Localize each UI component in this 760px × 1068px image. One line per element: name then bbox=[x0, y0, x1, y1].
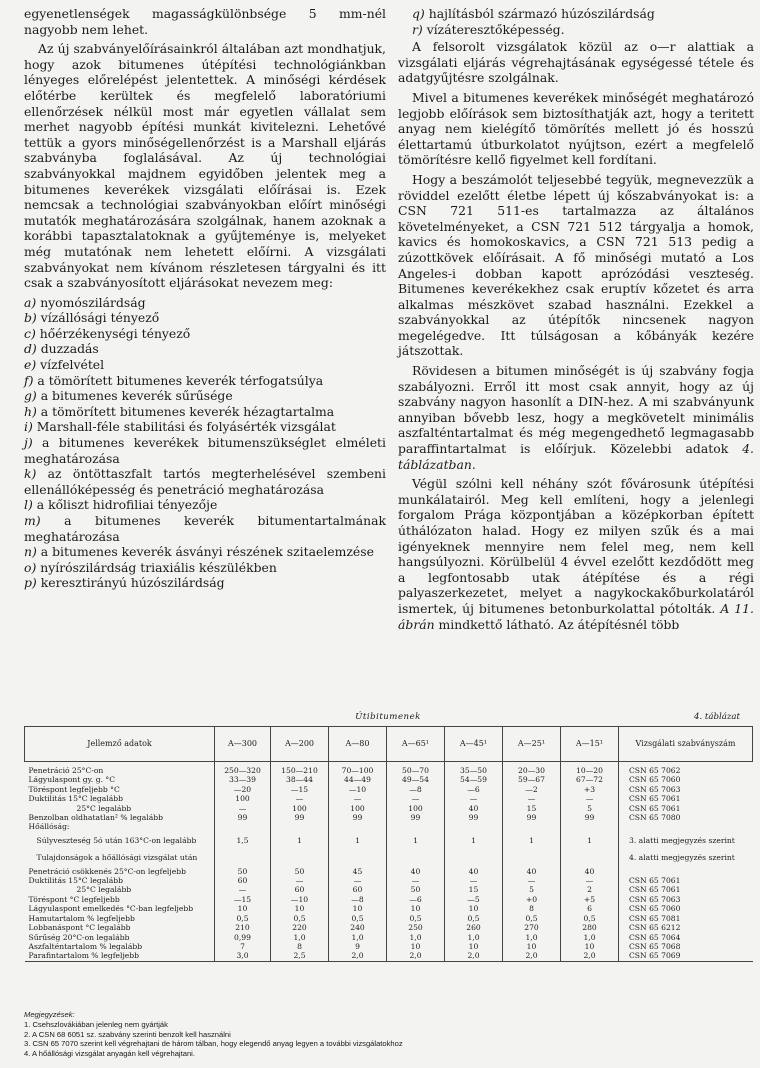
row-label: Tulajdonságok a hőállósági vizsgálat után bbox=[36, 853, 198, 863]
table-cell: 260 bbox=[445, 923, 503, 932]
table-cell: 38—44 bbox=[271, 775, 329, 784]
table-number: 4. táblázat bbox=[694, 712, 740, 722]
row-label: Aszfalténtartalom % legalább bbox=[28, 941, 143, 951]
table-row bbox=[25, 867, 753, 876]
standard-number: CSN 65 7062 bbox=[619, 762, 753, 776]
table-cell: 1 bbox=[387, 832, 445, 849]
table-cell: — bbox=[445, 794, 503, 803]
table-cell: — bbox=[329, 876, 387, 885]
table-cell: 0,5 bbox=[445, 914, 503, 923]
column-header: A—300 bbox=[215, 727, 271, 762]
column-header: A—45¹ bbox=[445, 727, 503, 762]
table-row bbox=[25, 951, 753, 961]
table-notes bbox=[24, 1010, 744, 1059]
row-label: Duktilitás 15°C legalább bbox=[28, 794, 123, 804]
table-cell: 280 bbox=[561, 923, 619, 932]
table-cell: 8 bbox=[271, 942, 329, 951]
table-row bbox=[25, 804, 753, 813]
row-label: Penetráció 25°C-on bbox=[28, 766, 104, 775]
table-cell: 1,0 bbox=[561, 933, 619, 942]
standard-number: CSN 65 7061 bbox=[619, 885, 753, 894]
table-row bbox=[25, 885, 753, 894]
standard-number: CSN 65 6212 bbox=[619, 923, 753, 932]
row-label: Duktilitás 15°C legalább bbox=[28, 876, 123, 886]
table-row bbox=[25, 895, 753, 904]
standard-number bbox=[619, 867, 753, 876]
table-cell: — bbox=[387, 876, 445, 885]
table-cell: 250—320 bbox=[215, 762, 271, 776]
table-cell: — bbox=[561, 794, 619, 803]
table-cell: 270 bbox=[503, 923, 561, 932]
table-cell: 150—210 bbox=[271, 762, 329, 776]
column-header: A—25¹ bbox=[503, 727, 561, 762]
notes-title: Megjegyzések: bbox=[24, 1010, 75, 1019]
table-cell: 10 bbox=[561, 942, 619, 951]
table-cell: 67—72 bbox=[561, 775, 619, 784]
table-cell: 70—100 bbox=[329, 762, 387, 776]
table-cell bbox=[561, 822, 619, 831]
table-cell: 0,99 bbox=[215, 933, 271, 942]
table-cell: 40 bbox=[503, 867, 561, 876]
table-cell: 0,5 bbox=[329, 914, 387, 923]
table-cell: —8 bbox=[387, 785, 445, 794]
list-item: c) hőérzékenységi tényező bbox=[24, 325, 191, 341]
row-label: Penetráció csökkenés 25°C-on legfeljebb bbox=[28, 866, 186, 876]
table-title: Útibitumenek bbox=[355, 712, 421, 722]
note-item: 1. Csehszlovákiában jelenleg nem gyártják bbox=[24, 1019, 168, 1029]
table-cell: 2,5 bbox=[271, 951, 329, 961]
row-label: Súlyveszteség 5ó után 163°C-on legalább bbox=[36, 835, 197, 845]
table-cell: 100 bbox=[329, 804, 387, 813]
standard-number: CSN 65 7064 bbox=[619, 933, 753, 942]
list-item: q) hajlításból származó húzószilárdság bbox=[412, 6, 655, 21]
row-label: Lágyulaspont gy. g. °C bbox=[28, 775, 116, 785]
column-header: A—15¹ bbox=[561, 727, 619, 762]
table-cell: —5 bbox=[445, 895, 503, 904]
table-cell bbox=[215, 822, 271, 831]
table-cell: 10 bbox=[387, 942, 445, 951]
table-cell: 99 bbox=[329, 813, 387, 822]
standard-number: CSN 65 7063 bbox=[619, 785, 753, 794]
table-cell bbox=[503, 822, 561, 831]
table-cell: 20—30 bbox=[503, 762, 561, 776]
table-cell: —2 bbox=[503, 785, 561, 794]
table-cell: 10 bbox=[215, 904, 271, 913]
paragraph: Hogy a beszámolót teljesebbé tegyük, megnevezzük a röviddel ezelőtt életbe lépett új kőszabványokat is: a CSN 721 511-es tartalmazza az általános követelményeket, a CSN 721 512 tárgyalja a homok, kavics és homokoskavics, a CSN 721 513 pedig a zúzottkövek előírásait. A fő minőségi mutató a Los Angeles-i dobban kapott aprózódási veszteség. Bitumenes keverékekhez csak eruptív kőzetet és arra alkalmas mészkövet szabad használni. Ezekkel a szabványokkal az útépítők nincsenek nagyon megelégedve. Itt túlságosan a kőbányák kezére játszottak. bbox=[398, 171, 754, 359]
row-label: Hamutartalom % legfeljebb bbox=[28, 913, 135, 923]
list-item: g) a bitumenes keverék sűrűsége bbox=[24, 388, 233, 404]
table-cell: 40 bbox=[561, 867, 619, 876]
table-cell: 44—49 bbox=[329, 775, 387, 784]
table-cell: 15 bbox=[445, 885, 503, 894]
table-cell: +0 bbox=[503, 895, 561, 904]
table-cell: 35—50 bbox=[445, 762, 503, 776]
table-cell: 99 bbox=[271, 813, 329, 822]
standard-number: CSN 65 7069 bbox=[619, 951, 753, 961]
table-caption bbox=[24, 712, 752, 726]
column-header: A—65¹ bbox=[387, 727, 445, 762]
list-item: e) vízfelvétel bbox=[24, 357, 105, 373]
table-cell: 45 bbox=[329, 867, 387, 876]
table-cell: 33—39 bbox=[215, 775, 271, 784]
table-cell: 1,0 bbox=[329, 933, 387, 942]
row-label: Sűrűség 20°C-on legalább bbox=[28, 932, 130, 942]
table-cell: 0,5 bbox=[387, 914, 445, 923]
standard-number: CSN 65 7061 bbox=[619, 876, 753, 885]
table-cell bbox=[561, 849, 619, 866]
table-row bbox=[25, 849, 753, 866]
table-cell: 10 bbox=[445, 942, 503, 951]
table-cell: 1,5 bbox=[215, 832, 271, 849]
data-table bbox=[24, 726, 753, 962]
table-cell: —6 bbox=[445, 785, 503, 794]
table-cell: — bbox=[271, 794, 329, 803]
table-cell: 9 bbox=[329, 942, 387, 951]
table-row bbox=[25, 822, 753, 831]
table-cell: 10 bbox=[503, 942, 561, 951]
table-cell: 10 bbox=[387, 904, 445, 913]
note-item: 4. A hőállósági vizsgálat anyagán kell végrehajtani. bbox=[24, 1049, 195, 1059]
paragraph: Végül szólni kell néhány szót fővárosunk útépítési munkálatairól. Meg kell említeni, hogy a jelenlegi forgalom Prága központjában a középkorban épített úthálózaton halad. Hogy ez milyen szűk és a mai igényeknek mennyire nem felel meg, nem kell hangsúlyozni. Körülbelül 4 évvel ezelőtt kezdődött meg a legfontosabb utak átépítése és a régi palyaszerkezetet, melyet a nagykockakőburkolatáról ismertek, új bitumenes betonburkolattal pótolták. A 11. ábrán mindkettő látható. Az átépítésnél több bbox=[398, 476, 754, 632]
table-cell: 40 bbox=[445, 804, 503, 813]
table-row bbox=[25, 914, 753, 923]
table-cell: 1,0 bbox=[387, 933, 445, 942]
row-label: Töréspont °C legfeljebb bbox=[28, 894, 120, 904]
list-item: l) a kőliszt hidrofiliai tényezője bbox=[24, 497, 218, 513]
column-header: Jellemző adatok bbox=[25, 727, 215, 762]
list-item: a) nyomószilárdság bbox=[24, 294, 146, 310]
table-cell: 2,0 bbox=[329, 951, 387, 961]
table-cell: 2,0 bbox=[445, 951, 503, 961]
table-body bbox=[25, 762, 753, 962]
table-cell: — bbox=[387, 794, 445, 803]
table-cell: +3 bbox=[561, 785, 619, 794]
table-cell: 7 bbox=[215, 942, 271, 951]
table-cell: 240 bbox=[329, 923, 387, 932]
table-cell: 99 bbox=[445, 813, 503, 822]
row-label: Parafintartalom % legfeljebb bbox=[28, 951, 140, 961]
row-label: Hőállóság: bbox=[28, 822, 70, 832]
table-row bbox=[25, 904, 753, 913]
table-cell: —15 bbox=[215, 895, 271, 904]
list-item: d) duzzadás bbox=[24, 341, 99, 357]
table-cell: 15 bbox=[503, 804, 561, 813]
paragraph: A felsorolt vizsgálatok közül az o—r alattiak a vizsgálati eljárás végrehajtásának egységessé tétele és adatgyűjtésre szolgálnak. bbox=[398, 39, 754, 86]
table-cell: 8 bbox=[503, 904, 561, 913]
table-cell: — bbox=[503, 876, 561, 885]
table-row bbox=[25, 832, 753, 849]
table-cell: 60 bbox=[215, 876, 271, 885]
table-cell bbox=[387, 822, 445, 831]
table-cell: 0,5 bbox=[503, 914, 561, 923]
row-label: Töréspont legfeljebb °C bbox=[28, 784, 120, 794]
table-cell: — bbox=[215, 804, 271, 813]
table-cell bbox=[503, 849, 561, 866]
left-column bbox=[24, 6, 386, 593]
table-cell bbox=[271, 849, 329, 866]
table-cell: 3,0 bbox=[215, 951, 271, 961]
table-row bbox=[25, 785, 753, 794]
standard-number: CSN 65 7080 bbox=[619, 813, 753, 822]
row-label: 25°C legalább bbox=[76, 885, 132, 895]
list-item: m) a bitumenes keverék bitumentartalmának meghatározása bbox=[24, 513, 386, 544]
table-row bbox=[25, 813, 753, 822]
table-cell: 10—20 bbox=[561, 762, 619, 776]
table-cell bbox=[271, 822, 329, 831]
table-cell: 1,0 bbox=[503, 933, 561, 942]
list-item: b) vízállósági tényező bbox=[24, 310, 160, 326]
bitumen-table bbox=[24, 712, 752, 962]
table-cell: —20 bbox=[215, 785, 271, 794]
standard-number bbox=[619, 822, 753, 831]
standard-number: 3. alatti megjegyzés szerint bbox=[619, 832, 753, 849]
table-cell bbox=[387, 849, 445, 866]
table-cell: 0,5 bbox=[561, 914, 619, 923]
table-cell bbox=[329, 822, 387, 831]
table-cell: 220 bbox=[271, 923, 329, 932]
table-cell: 10 bbox=[445, 904, 503, 913]
table-cell: 59—67 bbox=[503, 775, 561, 784]
table-cell: — bbox=[329, 794, 387, 803]
table-cell: 1 bbox=[271, 832, 329, 849]
table-cell: 50 bbox=[215, 867, 271, 876]
table-cell bbox=[329, 849, 387, 866]
table-cell: —8 bbox=[329, 895, 387, 904]
table-cell: 1 bbox=[503, 832, 561, 849]
list-item: p) keresztirányú húzószilárdság bbox=[24, 575, 225, 591]
right-column bbox=[398, 6, 754, 636]
standard-number: CSN 65 7061 bbox=[619, 794, 753, 803]
test-method-list-continued bbox=[398, 6, 754, 37]
table-cell: 100 bbox=[271, 804, 329, 813]
table-cell: — bbox=[271, 876, 329, 885]
table-cell: 2 bbox=[561, 885, 619, 894]
table-cell: 60 bbox=[271, 885, 329, 894]
table-cell bbox=[215, 849, 271, 866]
list-item: j) a bitumenes keverékek bitumenszükséglet elméleti meghatározása bbox=[24, 435, 386, 466]
table-cell: 2,0 bbox=[503, 951, 561, 961]
table-cell: 50—70 bbox=[387, 762, 445, 776]
table-cell: +5 bbox=[561, 895, 619, 904]
table-cell: 10 bbox=[329, 904, 387, 913]
row-label: Benzolban oldhatatlan² % legalább bbox=[28, 813, 163, 823]
table-cell: 99 bbox=[561, 813, 619, 822]
table-cell: 40 bbox=[445, 867, 503, 876]
list-item: i) Marshall-féle stabilitási és folyásérték vizsgálat bbox=[24, 419, 336, 435]
table-cell: 99 bbox=[387, 813, 445, 822]
column-header: A—200 bbox=[271, 727, 329, 762]
table-cell: — bbox=[215, 885, 271, 894]
table-cell: 99 bbox=[503, 813, 561, 822]
table-cell: — bbox=[445, 876, 503, 885]
table-cell bbox=[445, 849, 503, 866]
table-cell bbox=[445, 822, 503, 831]
table-row bbox=[25, 876, 753, 885]
list-item: n) a bitumenes keverék ásványi részének szitaelemzése bbox=[24, 544, 374, 560]
paragraph: Mivel a bitumenes keverékek minőségét meghatározó legjobb előírások sem biztosíthatják azt, hogy a teritett anyag nem kielégítő tömörítés mellett jó és hosszú élettartamú útburkolatot nyújtson, ezért a megfelelő tömörítésre kellő figyelmet kell fordítani. bbox=[398, 89, 754, 168]
note-item: 2. A CSN 68 6051 sz. szabvány szerinti benzolt kell használni bbox=[24, 1029, 231, 1039]
table-cell: 250 bbox=[387, 923, 445, 932]
table-cell: — bbox=[503, 794, 561, 803]
table-cell: 50 bbox=[387, 885, 445, 894]
paragraph: Az új szabványelőírásainkról általában azt mondhatjuk, hogy azok bitumenes útépítési technológiánkban lényeges előrelépést jelentettek. A minőségi kérdések előtérbe kerültek és megfelelő laboratóriumi ellenőrzések nélkül most már egyetlen vállalat sem merhet nagyobb építési munkát kivitelezni. Lehetővé tettük a gyors minőségellenőrzést is a Marshall eljárás szabványba foglalásával. Az új technológiai szabványokkal majdnem egyidőben jelentek meg a bitumenes keverékek vizsgálati előírásai is. Ezek nemcsak a technológiai szabványokban előírt minőségi mutatók meghatározására szolgálnak, hanem azoknak a korábbi tapasztalatoknak a gyűjteménye is, melyeket még mutatónak nem lehetett előírni. A vizsgálati szabványokat nem kívánom részletesen tárgyalni és itt csak a szabványosított eljárásokat nevezem meg: bbox=[24, 41, 386, 291]
paragraph: egyenetlenségek magasságkülönbsége 5 mm-nél nagyobb nem lehet. bbox=[24, 6, 386, 37]
figure-reference: A 11. ábrán bbox=[398, 600, 754, 632]
paragraph: Rövidesen a bitumen minőségét is új szabvány fogja szabályozni. Erről itt most csak annyit, hogy az új szabvány nagyon hasonlít a DIN-hez. A mi szabványunk annyiban bővebb lesz, hogy a megkövetelt minimális aszfalténtartalmat és még megengedhető legmagasabb paraffintartalmat is előírjuk. Közelebbi adatok 4. táblázatban. bbox=[398, 363, 754, 472]
table-cell: 2,0 bbox=[561, 951, 619, 961]
table-cell: 10 bbox=[271, 904, 329, 913]
test-method-list bbox=[24, 295, 386, 591]
table-row bbox=[25, 762, 753, 776]
table-cell: 50 bbox=[271, 867, 329, 876]
table-header-row bbox=[25, 727, 753, 762]
standard-number: CSN 65 7081 bbox=[619, 914, 753, 923]
table-row bbox=[25, 923, 753, 932]
table-cell: 0,5 bbox=[271, 914, 329, 923]
table-cell: 54—59 bbox=[445, 775, 503, 784]
standard-number: 4. alatti megjegyzés szerint bbox=[619, 849, 753, 866]
table-cell: 60 bbox=[329, 885, 387, 894]
table-cell: 100 bbox=[387, 804, 445, 813]
table-cell: 210 bbox=[215, 923, 271, 932]
table-cell: 2,0 bbox=[387, 951, 445, 961]
table-reference: 4. táblázatban. bbox=[398, 441, 754, 472]
table-cell: 1 bbox=[561, 832, 619, 849]
table-cell: —10 bbox=[271, 895, 329, 904]
list-item: r) vízáteresztőképesség. bbox=[412, 21, 565, 37]
note-item: 3. CSN 65 7070 szerint kell végrehajtani de három tálban, hogy elegendő anyag legyen a további vizsgálatokhoz bbox=[24, 1039, 403, 1049]
standard-number: CSN 65 7068 bbox=[619, 942, 753, 951]
table-cell: 100 bbox=[215, 794, 271, 803]
table-cell: 5 bbox=[503, 885, 561, 894]
table-row bbox=[25, 775, 753, 784]
table-cell: 1,0 bbox=[445, 933, 503, 942]
row-label: Lágyulaspont emelkedés °C-ban legfeljebb bbox=[28, 904, 194, 914]
list-item: k) az öntöttaszfalt tartós megterhelésével szembeni ellenállóképesség és penetráció meghatározása bbox=[24, 466, 386, 497]
table-cell: 40 bbox=[387, 867, 445, 876]
table-cell: 5 bbox=[561, 804, 619, 813]
standard-number: CSN 65 7060 bbox=[619, 775, 753, 784]
column-header: Vizsgálati szabványszám bbox=[619, 727, 753, 762]
table-cell: 1 bbox=[445, 832, 503, 849]
row-label: Lobbanáspont °C legalább bbox=[28, 923, 131, 933]
list-item: o) nyírószilárdság triaxiális készülékben bbox=[24, 559, 277, 575]
row-label: 25°C legalább bbox=[76, 803, 132, 813]
table-cell: — bbox=[561, 876, 619, 885]
table-row bbox=[25, 933, 753, 942]
standard-number: CSN 65 7060 bbox=[619, 904, 753, 913]
table-cell: —15 bbox=[271, 785, 329, 794]
table-cell: 99 bbox=[215, 813, 271, 822]
table-cell: —10 bbox=[329, 785, 387, 794]
table-cell: 1,0 bbox=[271, 933, 329, 942]
standard-number: CSN 65 7063 bbox=[619, 895, 753, 904]
column-header: A—80 bbox=[329, 727, 387, 762]
table-cell: —6 bbox=[387, 895, 445, 904]
table-row bbox=[25, 942, 753, 951]
table-cell: 1 bbox=[329, 832, 387, 849]
list-item: f) a tömörített bitumenes keverék térfogatsúlya bbox=[24, 372, 324, 388]
table-cell: 6 bbox=[561, 904, 619, 913]
table-cell: 49—54 bbox=[387, 775, 445, 784]
table-row bbox=[25, 794, 753, 803]
table-cell: 0,5 bbox=[215, 914, 271, 923]
standard-number: CSN 65 7061 bbox=[619, 804, 753, 813]
list-item: h) a tömörített bitumenes keverék hézagtartalma bbox=[24, 403, 335, 419]
